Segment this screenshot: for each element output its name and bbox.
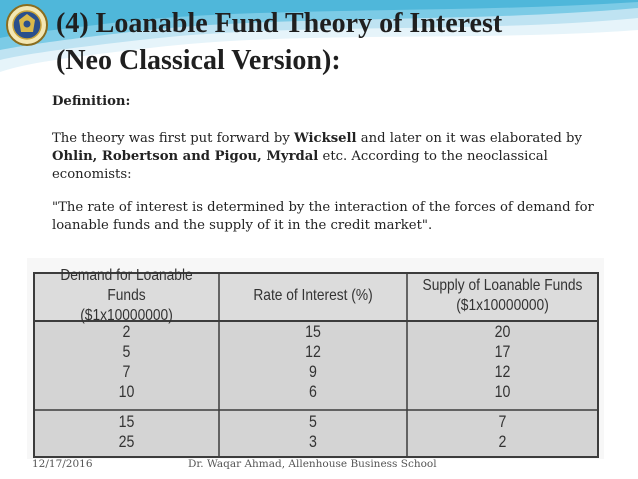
- demand-values-group1: [47, 322, 206, 402]
- loanable-funds-table: [33, 267, 599, 458]
- footer-date: 12/17/2016: [32, 458, 93, 470]
- table-cell: 15: [305, 323, 321, 341]
- definition-heading: Definition:: [52, 94, 131, 109]
- slide-title-line2: (Neo Classical Version):: [56, 45, 341, 76]
- table-cell: 3: [309, 433, 317, 451]
- para-bold-names: Ohlin, Robertson and Pigou, Myrdal: [52, 149, 319, 164]
- table-cell: 25: [118, 433, 135, 451]
- para-text: and later on it was elaborated by: [356, 131, 582, 146]
- demand-values-group2: [47, 412, 206, 452]
- definition-quote: "The rate of interest is determined by the interaction of the forces of demand for loanable funds and the supply of it in the credit market".: [52, 200, 594, 233]
- table-cell: 2: [498, 433, 507, 451]
- header-supply-line1: Supply of Loanable Funds: [422, 277, 583, 294]
- table-cell: 7: [498, 413, 507, 431]
- table-cell: 7: [122, 363, 131, 381]
- header-demand-line1: Demand for Loanable Funds: [60, 267, 193, 304]
- rate-values-group2: [232, 412, 394, 452]
- header-rate: [232, 272, 394, 320]
- footer-author: Dr. Waqar Ahmad, Allenhouse Business School: [188, 458, 437, 470]
- table-cell: 20: [494, 323, 511, 341]
- header-supply-line2: ($1x10000000): [456, 297, 549, 314]
- header-rate-line1: Rate of Interest (%): [253, 287, 373, 304]
- table-cell: 5: [309, 413, 317, 431]
- definition-paragraph: [52, 130, 612, 184]
- table-cell: 17: [494, 343, 511, 361]
- table-cell: 10: [494, 383, 511, 401]
- header-supply: [420, 272, 584, 320]
- rate-values-group1: [232, 322, 394, 402]
- supply-values-group2: [420, 412, 584, 452]
- table-cell: 5: [122, 343, 131, 361]
- header-demand-line2: ($1x10000000): [80, 307, 173, 324]
- table-cell: 10: [118, 383, 135, 401]
- table-cell: 12: [305, 343, 321, 361]
- table-cell: 12: [494, 363, 511, 381]
- table-cell: 6: [309, 383, 317, 401]
- para-text: The theory was first put forward by: [52, 131, 294, 146]
- header-demand: [47, 267, 206, 324]
- para-text: etc. According to the neoclassical economists:: [52, 149, 548, 182]
- table-cell: 2: [122, 323, 131, 341]
- supply-values-group1: [420, 322, 584, 402]
- slide-title: [56, 5, 626, 79]
- loanable-funds-table-container: [27, 258, 604, 459]
- para-bold-name: Wicksell: [293, 131, 357, 146]
- slide-title-line1: (4) Loanable Fund Theory of Interest: [56, 8, 503, 39]
- school-logo-emblem: [6, 4, 48, 46]
- table-cell: 15: [118, 413, 135, 431]
- table-cell: 9: [309, 363, 317, 381]
